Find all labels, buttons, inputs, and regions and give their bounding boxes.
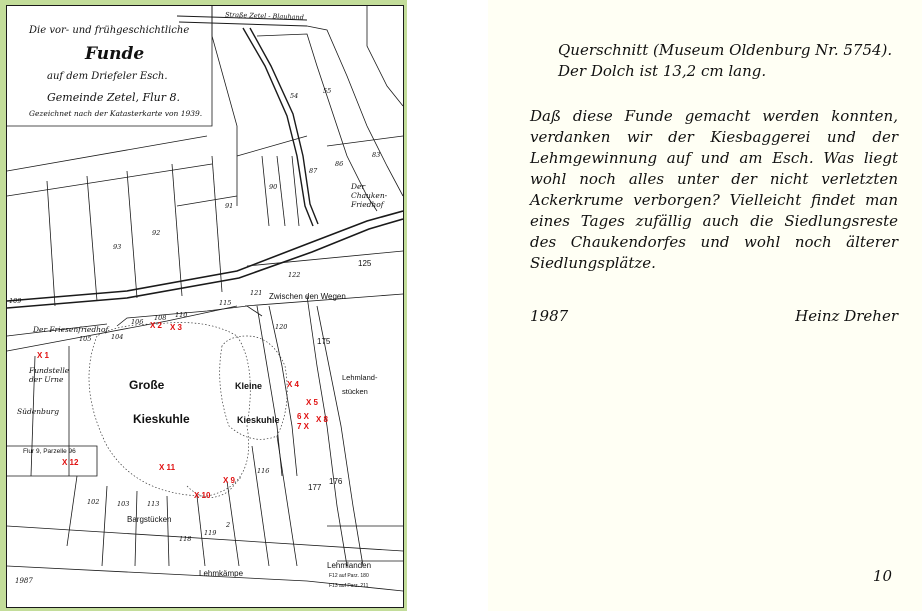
map-title-line3: auf dem Driefeler Esch. (47, 71, 168, 82)
parcel-87: 87 (309, 167, 318, 175)
label-lehmkaempe: Lehmkämpe (199, 569, 244, 578)
parcel-102: 102 (87, 498, 100, 506)
parcel-106: 106 (131, 318, 144, 326)
parcel-125: 125 (358, 259, 372, 268)
map-signature: 1987 (15, 577, 33, 585)
find-x3: X 3 (170, 323, 183, 332)
label-zwischen-den-wegen: Zwischen den Wegen (269, 292, 346, 301)
parcel-104: 104 (111, 333, 124, 341)
text-page (488, 0, 922, 611)
find-x5: X 5 (306, 398, 319, 407)
body-paragraph: Daß diese Funde gemacht werden konnten, verdanken wir der Kiesbaggerei und der Lehmgewinnung auf und am Esch. Was liegt wohl noch alles unter der nicht verletzten Ackerkrume verborgen? Vielleicht findet man eines Tages zufällig auch die Siedlungsreste des Chaukendorfes und wohl noch älterer Siedlungsplätze. (530, 107, 898, 272)
label-suedenburg: Südenburg (17, 407, 60, 416)
parcel-116: 116 (257, 467, 270, 475)
find-x6: 6 X (297, 412, 310, 421)
map-title-line1: Die vor- und frühgeschichtliche (29, 25, 190, 36)
label-friesenfriedhof: Der Friesenfriedhof (33, 325, 109, 334)
caption (558, 40, 898, 82)
label-lehmlanden: Lehmlanden (327, 561, 372, 570)
year: 1987 (530, 307, 569, 325)
parcel-176: 176 (329, 477, 343, 486)
parcel-110: 110 (175, 311, 188, 319)
find-x9: X 9 (223, 476, 236, 485)
parcel-105: 105 (79, 335, 92, 343)
label-f12: F12 auf Parz. 180 (329, 573, 369, 579)
parcel-177: 177 (308, 483, 322, 492)
find-x7: 7 X (297, 422, 310, 431)
find-x12: X 12 (62, 458, 79, 467)
parcel-175: 175 (317, 337, 331, 346)
parcel-92: 92 (152, 229, 161, 237)
author: Heinz Dreher (795, 307, 898, 325)
parcel-54: 54 (290, 92, 299, 100)
label-kieskuhle-klein: Kieskuhle (237, 415, 280, 425)
map-title-funde: Funde (85, 44, 145, 64)
parcel-55: 55 (323, 87, 332, 95)
label-bargstuecken: Bargstücken (127, 515, 172, 524)
find-x10: X 10 (194, 491, 211, 500)
label-flur9: Flur 9, Parzelle 96 (23, 448, 76, 455)
map-frame (0, 0, 407, 611)
parcel-113: 113 (147, 500, 160, 508)
page-number: 10 (872, 567, 892, 585)
parcel-93: 93 (113, 243, 122, 251)
caption-line2: Der Dolch ist 13,2 cm lang. (558, 62, 767, 80)
parcel-86: 86 (335, 160, 344, 168)
parcel-83: 83 (372, 151, 381, 159)
parcel-109: 109 (9, 297, 22, 305)
parcel-103: 103 (117, 500, 130, 508)
find-x11: X 11 (159, 463, 176, 472)
parcel-121: 121 (250, 289, 263, 297)
road-label: Straße Zetel - Blauhand (224, 10, 304, 22)
parcel-120: 120 (275, 323, 288, 331)
caption-line1: Querschnitt (Museum Oldenburg Nr. 5754). (558, 41, 893, 59)
parcel-115: 115 (219, 299, 232, 307)
find-x2: X 2 (150, 321, 163, 330)
label-lehmland-stuecken: Lehmland- stücken (342, 373, 378, 396)
cadastral-map (6, 5, 404, 608)
map-title-line5: Gezeichnet nach der Katasterkarte von 1939. (29, 109, 203, 118)
label-chauken-friedhof: Der Chauken- Friedhof (351, 182, 388, 209)
label-kleine: Kleine (235, 381, 263, 391)
find-x4: X 4 (287, 380, 300, 389)
parcel-122: 122 (288, 271, 301, 279)
find-x1: X 1 (37, 351, 50, 360)
label-f13: F13 auf Parz. 211 (329, 583, 369, 589)
parcel-2: 2 (226, 521, 231, 529)
label-kieskuhle-gross: Kieskuhle (133, 412, 190, 426)
parcel-118: 118 (179, 535, 192, 543)
parcel-90: 90 (269, 183, 278, 191)
parcel-119: 119 (204, 529, 217, 537)
find-x8: X 8 (316, 415, 329, 424)
label-grosse: Große (129, 378, 165, 392)
label-fundstelle-urne: Fundstelle der Urne (29, 366, 70, 384)
parcel-91: 91 (225, 202, 234, 210)
map-title-line4: Gemeinde Zetel, Flur 8. (47, 91, 180, 104)
parcel-108: 108 (154, 314, 167, 322)
